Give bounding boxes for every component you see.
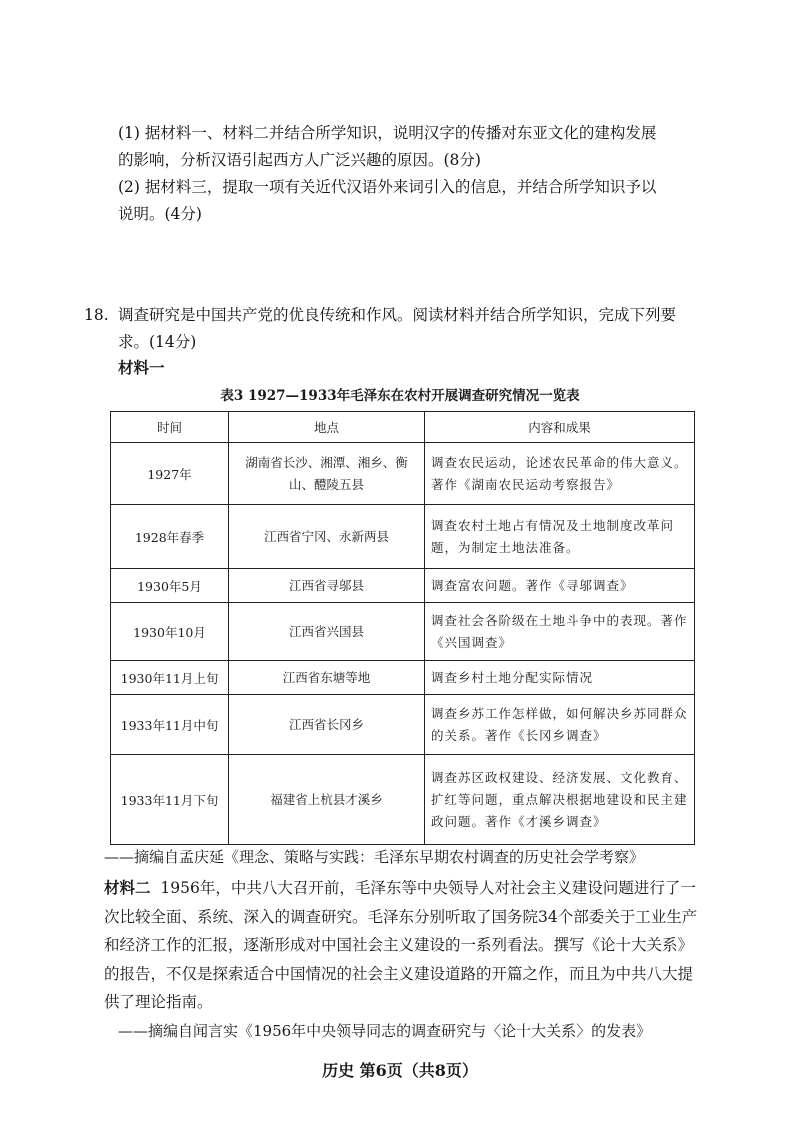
cell-time: 1927年 [111, 443, 229, 505]
material1-label: 材料一 [118, 358, 165, 377]
material2-label: 材料二 [104, 878, 151, 897]
q17-questions [118, 120, 698, 228]
q18-line2: 求。(14分) [118, 333, 197, 351]
table-row [111, 661, 695, 695]
cell-time: 1930年10月 [111, 603, 229, 661]
cell-content: 调查富农问题。著作《寻邬调查》 [425, 569, 695, 603]
table-row [111, 755, 695, 845]
cell-time: 1930年11月上旬 [111, 661, 229, 695]
cell-content: 调查苏区政权建设、经济发展、文化教育、扩红等问题，重点解决根据地建设和民主建政问题。著作《才溪乡调查》 [425, 755, 695, 845]
cell-place: 江西省长冈乡 [229, 695, 425, 755]
header-content: 内容和成果 [425, 412, 695, 443]
cell-place: 湖南省长沙、湘潭、湘乡、衡山、醴陵五县 [229, 443, 425, 505]
table-row [111, 443, 695, 505]
header-time: 时间 [111, 412, 229, 443]
cell-place: 江西省兴国县 [229, 603, 425, 661]
cell-place: 江西省东塘等地 [229, 661, 425, 695]
survey-table [110, 411, 695, 845]
table-header-row [111, 412, 695, 443]
page-footer: 历史 第6页（共8页） [322, 1061, 478, 1080]
cell-content: 调查乡苏工作怎样做，如何解决乡苏同群众的关系。著作《长冈乡调查》 [425, 695, 695, 755]
q18-line1 [84, 302, 704, 329]
table-row [111, 569, 695, 603]
cell-content: 调查乡村土地分配实际情况 [425, 661, 695, 695]
q17-part2-line1: (2) 据材料三，提取一项有关近代汉语外来词引入的信息，并结合所学知识予以 [118, 178, 657, 196]
q17-part2-line2: 说明。(4分) [118, 205, 202, 223]
table-row [111, 695, 695, 755]
q17-part1-line1: (1) 据材料一、材料二并结合所学知识，说明汉字的传播对东亚文化的建构发展 [118, 124, 657, 142]
q17-part1-line2: 的影响，分析汉语引起西方人广泛兴趣的原因。(8分) [118, 151, 481, 169]
material2-source: ——摘编自闻言实《1956年中央领导同志的调查研究与〈论十大关系〉的发表》 [118, 1022, 652, 1040]
cell-place: 福建省上杭县才溪乡 [229, 755, 425, 845]
cell-place: 江西省寻邬县 [229, 569, 425, 603]
table-row [111, 603, 695, 661]
q18-prompt [84, 302, 704, 356]
q18-line1-text: 调查研究是中国共产党的优良传统和作风。阅读材料并结合所学知识，完成下列要 [118, 306, 677, 324]
cell-time: 1933年11月下旬 [111, 755, 229, 845]
material1-source: ——摘编自孟庆延《理念、策略与实践：毛泽东早期农村调查的历史社会学考察》 [104, 848, 645, 866]
question-number: 18. [84, 306, 109, 324]
material2-text: 1956年，中共八大召开前，毛泽东等中央领导人对社会主义建设问题进行了一次比较全面、系统、深入的调查研究。毛泽东分别听取了国务院34个部委关于工业生产和经济工作的汇报，逐渐形成对中国社会主义建设的一系列看法。撰写《论十大关系》的报告，不仅是探索适合中国情况的社会主义建设道路的开篇之作，而且为中共八大提供了理论指南。 [104, 879, 698, 1011]
table-caption: 表3 1927—1933年毛泽东在农村开展调查研究情况一览表 [220, 388, 580, 404]
cell-time: 1928年春季 [111, 505, 229, 569]
cell-content: 调查社会各阶级在土地斗争中的表现。著作《兴国调查》 [425, 603, 695, 661]
cell-content: 调查农村土地占有情况及土地制度改革问题，为制定土地法准备。 [425, 505, 695, 569]
header-place: 地点 [229, 412, 425, 443]
material2-paragraph [104, 874, 700, 1017]
cell-content: 调查农民运动，论述农民革命的伟大意义。著作《湖南农民运动考察报告》 [425, 443, 695, 505]
cell-time: 1933年11月中旬 [111, 695, 229, 755]
cell-place: 江西省宁冈、永新两县 [229, 505, 425, 569]
table-row [111, 505, 695, 569]
cell-time: 1930年5月 [111, 569, 229, 603]
